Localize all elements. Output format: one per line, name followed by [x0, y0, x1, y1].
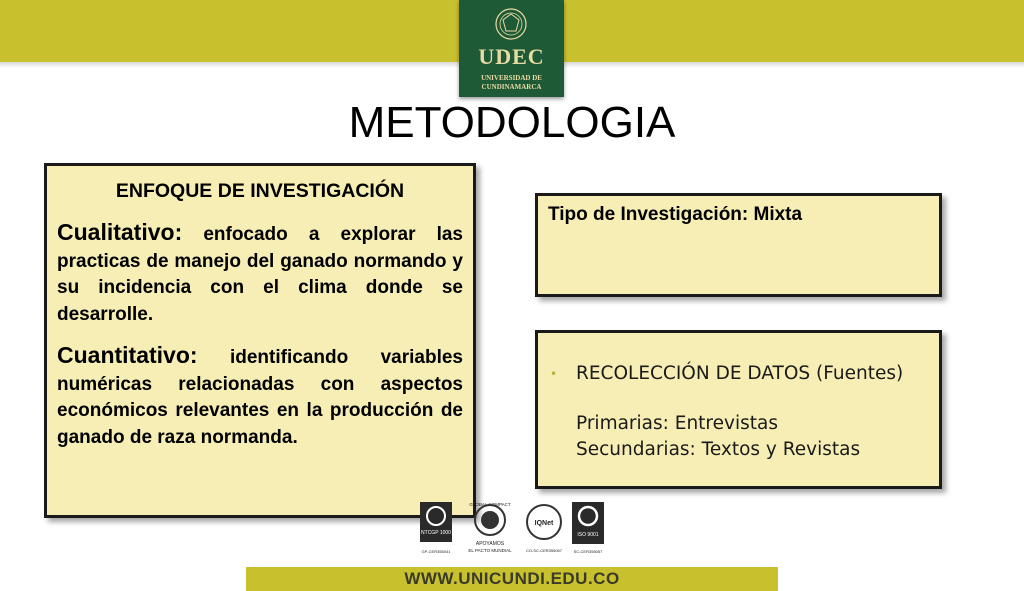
recoleccion-box	[535, 330, 942, 489]
logo-subtitle-2: CUNDINAMARCA	[481, 83, 542, 91]
slide-title: METODOLOGIA	[348, 98, 676, 147]
cuantitativo-paragraph	[57, 342, 463, 451]
recoleccion-item	[550, 361, 929, 463]
udec-logo	[459, 0, 564, 97]
logo-name: UDEC	[478, 44, 545, 69]
logo-subtitle-1: UNIVERSIDAD DE	[481, 74, 542, 82]
enfoque-heading: ENFOQUE DE INVESTIGACIÓN	[115, 180, 405, 202]
cuantitativo-text: identificando variables numéricas relacionadas con aspectos económicos relevantes en la producción de ganado de raza normanda.	[57, 347, 463, 448]
iqnet-label: IQNet	[534, 520, 554, 527]
bottom-band	[246, 567, 778, 591]
secundarias-line: Secundarias: Textos y Revistas	[576, 439, 861, 460]
iso-cert-icon	[570, 500, 606, 556]
iqnet-code: CO-SC-CER355057	[525, 548, 563, 553]
seal-icon	[494, 7, 528, 41]
cualitativo-paragraph	[57, 219, 463, 328]
cualitativo-lead: Cualitativo:	[57, 219, 183, 245]
bullet-icon: •	[550, 367, 558, 381]
enfoque-box	[44, 163, 476, 518]
iso-code: SC-CER355057	[573, 549, 603, 554]
tipo-text: Tipo de Investigación: Mixta	[548, 204, 803, 225]
global-compact-label: GLOBAL COMPACT	[469, 502, 511, 507]
iso-label: ISO 9001	[577, 532, 599, 538]
tipo-box	[535, 193, 942, 297]
ntcgp-label: NTCGP 1000	[421, 530, 451, 536]
footer-url[interactable]: WWW.UNICUNDI.EDU.CO	[404, 569, 620, 588]
recoleccion-heading: RECOLECCIÓN DE DATOS (Fuentes)	[576, 363, 904, 384]
pacto-label: EL PACTO MUNDIAL	[468, 548, 512, 553]
primarias-line: Primarias: Entrevistas	[576, 413, 778, 434]
ntcgp-cert-icon	[418, 500, 454, 556]
iqnet-cert-icon	[524, 500, 564, 556]
global-compact-icon	[462, 500, 518, 556]
cualitativo-text: enfocado a explorar las practicas de manejo del ganado normando y su incidencia con el clima donde se desarrolle.	[57, 224, 463, 325]
ntcgp-code: GP-CER355041	[421, 549, 451, 554]
apoyamos-label: APOYAMOS	[475, 541, 505, 547]
cuantitativo-lead: Cuantitativo:	[57, 342, 198, 368]
